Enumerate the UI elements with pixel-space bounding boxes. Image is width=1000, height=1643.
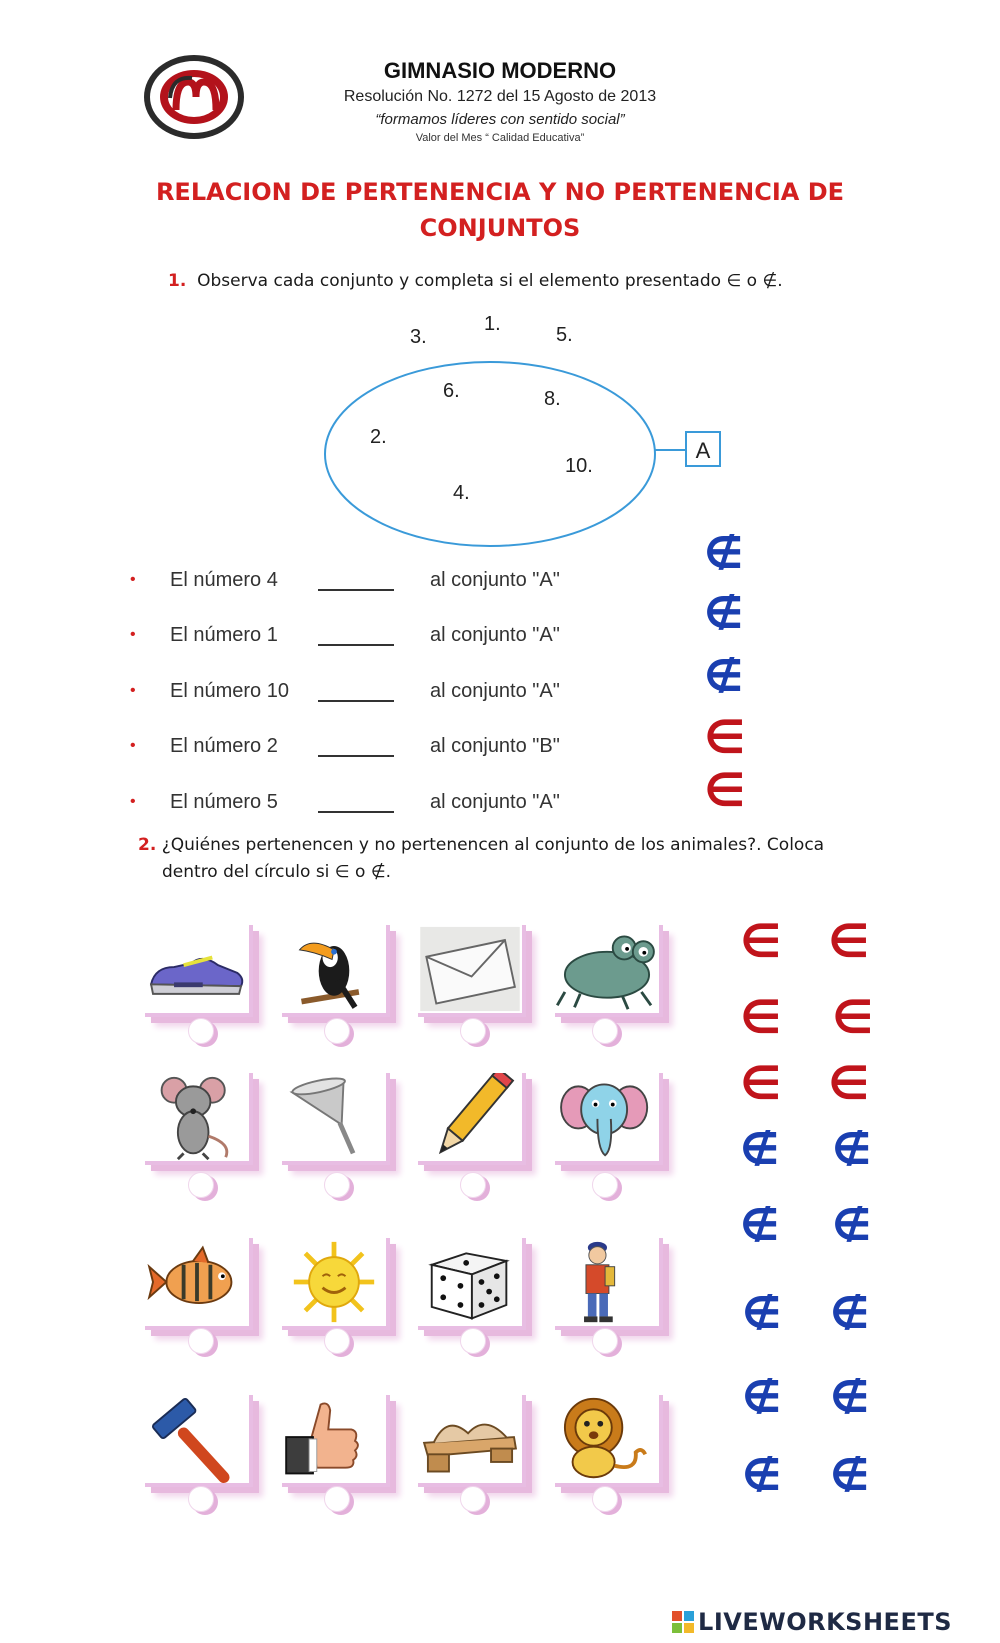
school-logo: [140, 52, 248, 142]
lion-icon: [555, 1395, 659, 1483]
bullet: •: [130, 682, 136, 699]
mouse-icon: [145, 1073, 249, 1161]
in-symbol[interactable]: ∈: [740, 914, 782, 968]
bullet: •: [130, 626, 136, 643]
question-number: 2.: [138, 835, 157, 855]
not-in-symbol[interactable]: ∉: [704, 528, 744, 579]
in-symbol[interactable]: ∈: [740, 990, 782, 1044]
inside-number-6: 6.: [443, 380, 460, 402]
dice-icon: [418, 1238, 522, 1326]
picture-card-envelope: [418, 925, 526, 1017]
set-a-ellipse: [325, 362, 655, 546]
sandal-icon: [418, 1395, 522, 1483]
not-in-symbol[interactable]: ∉: [740, 1124, 780, 1175]
question-text-line2: dentro del círculo si ∈ o ∉.: [162, 862, 392, 882]
outside-number-1: 1.: [484, 313, 501, 335]
thumbs-up-icon: [282, 1395, 386, 1483]
statement-tail: al conjunto "A": [430, 624, 560, 646]
outside-number-5: 5.: [556, 324, 573, 346]
picture-card-fish: [145, 1238, 253, 1330]
question-text-line1: ¿Quiénes pertenencen y no pertenencen al conjunto de los animales?. Coloca: [161, 835, 825, 855]
not-in-symbol[interactable]: ∉: [830, 1450, 870, 1501]
answer-circle[interactable]: [188, 1172, 214, 1198]
not-in-symbol[interactable]: ∉: [832, 1124, 872, 1175]
boy-icon: [555, 1238, 659, 1326]
picture-card-pencil: [418, 1073, 526, 1165]
picture-card-toucan: [282, 925, 390, 1017]
statement-lead: El número 4: [170, 569, 278, 591]
school-motto: “formamos líderes con sentido social”: [375, 111, 625, 128]
statement-row: [130, 735, 630, 765]
fish-icon: [145, 1238, 249, 1326]
not-in-symbol[interactable]: ∉: [830, 1288, 870, 1339]
liveworksheets-logo: [672, 1608, 952, 1636]
answer-blank[interactable]: [318, 680, 394, 702]
in-symbol[interactable]: ∈: [828, 1056, 870, 1110]
answer-circle[interactable]: [592, 1172, 618, 1198]
not-in-symbol[interactable]: ∉: [704, 651, 744, 702]
answer-circle[interactable]: [460, 1328, 486, 1354]
answer-circle[interactable]: [324, 1328, 350, 1354]
statement-tail: al conjunto "A": [430, 791, 560, 813]
answer-circle[interactable]: [324, 1486, 350, 1512]
statement-lead: El número 2: [170, 735, 278, 757]
toucan-icon: [282, 925, 386, 1013]
answer-circle[interactable]: [592, 1018, 618, 1044]
question-2: [138, 832, 858, 886]
inside-number-4: 4.: [453, 482, 470, 504]
answer-circle[interactable]: [188, 1328, 214, 1354]
statement-row: [130, 680, 630, 710]
in-symbol[interactable]: ∈: [704, 763, 746, 817]
not-in-symbol[interactable]: ∉: [742, 1288, 782, 1339]
bullet: •: [130, 571, 136, 588]
question-number: 1.: [168, 271, 187, 291]
picture-card-sun: [282, 1238, 390, 1330]
not-in-symbol[interactable]: ∉: [740, 1200, 780, 1251]
not-in-symbol[interactable]: ∉: [704, 588, 744, 639]
statement-row: [130, 569, 630, 599]
answer-circle[interactable]: [324, 1018, 350, 1044]
statement-tail: al conjunto "A": [430, 569, 560, 591]
pencil-icon: [418, 1073, 522, 1161]
inside-number-10: 10.: [565, 455, 593, 477]
school-name: GIMNASIO MODERNO: [383, 58, 617, 83]
question-1: [168, 271, 783, 291]
footer-brand: LIVEWORKSHEETS: [698, 1608, 952, 1636]
in-symbol[interactable]: ∈: [828, 914, 870, 968]
picture-card-dice: [418, 1238, 526, 1330]
not-in-symbol[interactable]: ∉: [832, 1200, 872, 1251]
elephant-icon: [555, 1073, 659, 1161]
outside-number-3: 3.: [410, 326, 427, 348]
answer-circle[interactable]: [188, 1018, 214, 1044]
set-a-label: A: [695, 438, 711, 463]
answer-circle[interactable]: [324, 1172, 350, 1198]
page-title-line1: RELACION DE PERTENENCIA Y NO PERTENENCIA DE: [155, 178, 845, 206]
answer-blank[interactable]: [318, 624, 394, 646]
answer-circle[interactable]: [460, 1172, 486, 1198]
statement-tail: al conjunto "B": [430, 735, 560, 757]
inside-number-8: 8.: [544, 388, 561, 410]
sun-icon: [282, 1238, 386, 1326]
in-symbol[interactable]: ∈: [704, 710, 746, 764]
statement-lead: El número 5: [170, 791, 278, 813]
liveworksheets-icon: [672, 1611, 694, 1633]
not-in-symbol[interactable]: ∉: [742, 1450, 782, 1501]
question-text: Observa cada conjunto y completa si el elemento presentado ∈ o ∉.: [197, 271, 783, 291]
answer-circle[interactable]: [592, 1486, 618, 1512]
picture-card-lion: [555, 1395, 663, 1487]
hammer-icon: [145, 1395, 249, 1483]
page-title-line2: CONJUNTOS: [419, 214, 581, 242]
picture-card-hammer: [145, 1395, 253, 1487]
inside-number-2: 2.: [370, 426, 387, 448]
answer-circle[interactable]: [188, 1486, 214, 1512]
statement-tail: al conjunto "A": [430, 680, 560, 702]
not-in-symbol[interactable]: ∉: [742, 1372, 782, 1423]
picture-card-boy: [555, 1238, 663, 1330]
statement-row: [130, 791, 630, 821]
answer-circle[interactable]: [592, 1328, 618, 1354]
bullet: •: [130, 793, 136, 810]
answer-blank[interactable]: [318, 791, 394, 813]
school-resolution: Resolución No. 1272 del 15 Agosto de 2013: [343, 88, 657, 105]
picture-card-mouse: [145, 1073, 253, 1165]
picture-card-thumbs-up: [282, 1395, 390, 1487]
bullet: •: [130, 737, 136, 754]
statement-row: [130, 624, 630, 654]
answer-blank[interactable]: [318, 735, 394, 757]
answer-blank[interactable]: [318, 569, 394, 591]
answer-circle[interactable]: [460, 1486, 486, 1512]
statement-lead: El número 1: [170, 624, 278, 646]
in-symbol[interactable]: ∈: [832, 990, 874, 1044]
picture-card-frog: [555, 925, 663, 1017]
not-in-symbol[interactable]: ∉: [830, 1372, 870, 1423]
picture-card-sandal: [418, 1395, 526, 1487]
answer-circle[interactable]: [460, 1018, 486, 1044]
shoe-icon: [145, 925, 249, 1013]
envelope-icon: [418, 925, 522, 1013]
picture-card-funnel: [282, 1073, 390, 1165]
frog-icon: [555, 925, 659, 1013]
statement-lead: El número 10: [170, 680, 289, 702]
school-value-of-month: Valor del Mes “ Calidad Educativa”: [415, 132, 585, 144]
funnel-icon: [282, 1073, 386, 1161]
picture-card-shoe: [145, 925, 253, 1017]
in-symbol[interactable]: ∈: [740, 1056, 782, 1110]
page-title: [120, 174, 880, 246]
picture-card-elephant: [555, 1073, 663, 1165]
